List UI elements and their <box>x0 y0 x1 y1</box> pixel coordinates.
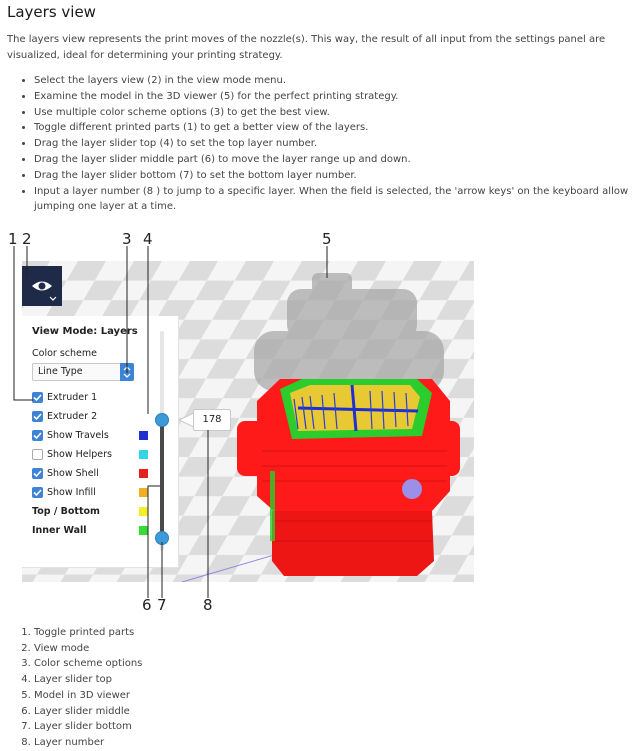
instruction-list <box>20 73 633 215</box>
toggle-show-helpers[interactable] <box>32 448 172 462</box>
checkbox-checked[interactable] <box>32 487 43 498</box>
panel-title: View Mode: Layers <box>32 326 138 337</box>
layer-slider-top-handle[interactable] <box>155 413 169 427</box>
eye-icon <box>22 266 62 306</box>
instruction-item: • Input a layer number (8 ) to jump to a specific layer. When the field is selected, the 'arrow keys' on the keyboard allow jumping one layer at a time. <box>34 184 633 216</box>
legend-item: 4. Layer slider top <box>34 672 142 688</box>
color-scheme-label: Color scheme <box>32 348 97 359</box>
layer-number-pointer <box>178 413 194 427</box>
toggle-label: Show Infill <box>47 487 96 498</box>
checkbox-unchecked[interactable] <box>32 449 43 460</box>
checkbox-checked[interactable] <box>32 392 43 403</box>
color-swatch <box>139 507 148 516</box>
legend-item: 7. Layer slider bottom <box>34 719 142 735</box>
layer-slider-middle[interactable] <box>160 421 164 538</box>
callout-1: 1 <box>8 230 18 248</box>
toggle-label: Extruder 1 <box>47 392 98 403</box>
color-scheme-value: Line Type <box>38 366 83 377</box>
legend-item: 8. Layer number <box>34 735 142 751</box>
toggle-label: Show Travels <box>47 430 109 441</box>
instruction-item: • Select the layers view (2) in the view mode menu. <box>34 73 633 89</box>
toggle-label: Show Helpers <box>47 449 113 460</box>
layer-slider-bottom-handle[interactable] <box>155 531 169 545</box>
legend-item: 3. Color scheme options <box>34 656 142 672</box>
toggle-show-shell[interactable] <box>32 467 172 481</box>
color-swatch <box>139 431 148 440</box>
toggle-show-travels[interactable] <box>32 429 172 443</box>
checkbox-checked[interactable] <box>32 411 43 422</box>
color-swatch <box>139 488 148 497</box>
legend-item: 6. Layer slider middle <box>34 704 142 720</box>
color-swatch <box>139 526 148 535</box>
legend-item: 2. View mode <box>34 641 142 657</box>
color-swatch <box>139 469 148 478</box>
callout-6: 6 <box>142 596 152 614</box>
legend-item: 5. Model in 3D viewer <box>34 688 142 704</box>
instruction-item: • Drag the layer slider middle part (6) to move the layer range up and down. <box>34 152 633 168</box>
instruction-item: • Drag the layer slider bottom (7) to set the bottom layer number. <box>34 168 633 184</box>
legend-inner-wall <box>32 524 172 538</box>
toggle-label: Show Shell <box>47 468 99 479</box>
page-title: Layers view <box>7 3 96 21</box>
callout-8: 8 <box>203 596 213 614</box>
toggle-label: Extruder 2 <box>47 411 98 422</box>
instruction-item: • Examine the model in the 3D viewer (5) for the perfect printing strategy. <box>34 89 633 105</box>
toggle-extruder-2[interactable] <box>32 410 172 424</box>
select-arrow-icon <box>120 363 134 381</box>
layer-number-input[interactable]: 178 <box>193 409 231 431</box>
checkbox-checked[interactable] <box>32 468 43 479</box>
color-scheme-select[interactable] <box>32 363 134 381</box>
callout-2: 2 <box>22 230 32 248</box>
color-swatch <box>139 450 148 459</box>
instruction-item: • Use multiple color scheme options (3) to get the best view. <box>34 105 633 121</box>
callout-legend-list <box>20 625 142 751</box>
callout-4: 4 <box>143 230 153 248</box>
instruction-item: • Drag the layer slider top (4) to set the top layer number. <box>34 136 633 152</box>
callout-7: 7 <box>157 596 167 614</box>
annotated-screenshot <box>0 228 633 618</box>
legend-item: 1. Toggle printed parts <box>34 625 142 641</box>
view-mode-panel <box>22 316 179 568</box>
legend-label: Inner Wall <box>32 525 87 536</box>
legend-label: Top / Bottom <box>32 506 100 517</box>
toggle-extruder-1[interactable] <box>32 391 172 405</box>
toggle-show-infill[interactable] <box>32 486 172 500</box>
intro-paragraph: The layers view represents the print moves of the nozzle(s). This way, the result of all input from the settings panel are visualized, ideal for determining your printing strategy. <box>7 34 606 61</box>
checkbox-checked[interactable] <box>32 430 43 441</box>
callout-3: 3 <box>122 230 132 248</box>
callout-5: 5 <box>322 230 332 248</box>
instruction-item: • Toggle different printed parts (1) to get a better view of the layers. <box>34 120 633 136</box>
view-mode-button[interactable] <box>22 266 62 306</box>
legend-top-bottom <box>32 505 172 519</box>
